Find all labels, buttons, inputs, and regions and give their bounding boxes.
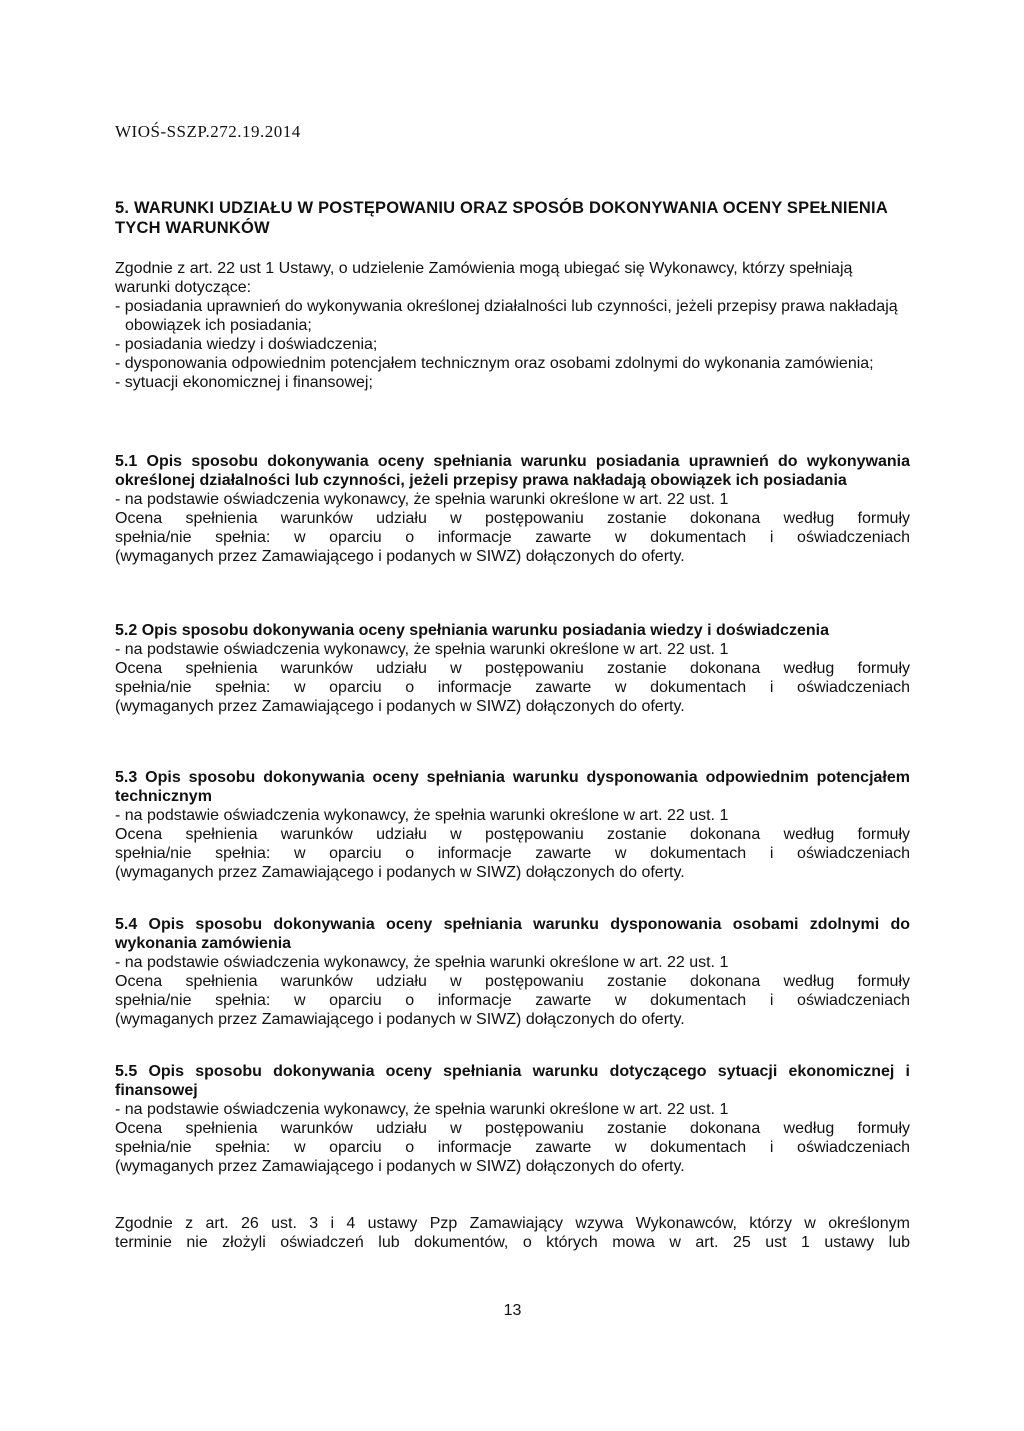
subsection-assessment: spełnia/nie spełnia: w oparciu o informacje zawarte w dokumentach i oświadczeniach [115,529,910,546]
subsection-assessment: (wymaganych przez Zamawiającego i podanych w SIWZ) dołączonych do oferty. [115,698,685,715]
subsection-basis: - na podstawie oświadczenia wykonawcy, że spełnia warunki określone w art. 22 ust. 1 [115,491,729,508]
subsection-assessment: spełnia/nie spełnia: w oparciu o informacje zawarte w dokumentach i oświadczeniach [115,1139,910,1156]
subsection-assessment: (wymaganych przez Zamawiającego i podanych w SIWZ) dołączonych do oferty. [115,548,685,565]
condition-item: - dysponowania odpowiednim potencjałem technicznym oraz osobami zdolnymi do wykonania zamówienia; [115,355,874,372]
subsection-assessment: Ocena spełnienia warunków udziału w postępowaniu zostanie dokonana według formuły [115,660,910,677]
subsection-assessment: (wymaganych przez Zamawiającego i podanych w SIWZ) dołączonych do oferty. [115,1011,685,1028]
closing-text: terminie nie złożyli oświadczeń lub dokumentów, o których mowa w art. 25 ust 1 ustawy lub [115,1234,910,1251]
intro-text: Zgodnie z art. 22 ust 1 Ustawy, o udzielenie Zamówienia mogą ubiegać się Wykonawcy, którzy spełniają warunki dotyczące: [115,260,853,296]
subsection-assessment: Ocena spełnienia warunków udziału w postępowaniu zostanie dokonana według formuły [115,973,910,990]
subsection-assessment: (wymaganych przez Zamawiającego i podanych w SIWZ) dołączonych do oferty. [115,864,685,881]
subsection-title: 5.5 Opis sposobu dokonywania oceny spełniania warunku dotyczącego sytuacji ekonomicznej i finansowej [115,1063,910,1099]
page-number: 13 [503,1302,522,1319]
subsection-title: 5.3 Opis sposobu dokonywania oceny spełniania warunku dysponowania odpowiednim potencjałem technicznym [115,769,910,805]
subsection-title: 5.2 Opis sposobu dokonywania oceny spełniania warunku posiadania wiedzy i doświadczenia [115,622,829,639]
subsection-assessment: spełnia/nie spełnia: w oparciu o informacje zawarte w dokumentach i oświadczeniach [115,845,910,862]
subsection-assessment: (wymaganych przez Zamawiającego i podanych w SIWZ) dołączonych do oferty. [115,1158,685,1175]
subsection-assessment: Ocena spełnienia warunków udziału w postępowaniu zostanie dokonana według formuły [115,826,910,843]
subsection-5-4 [115,915,910,1029]
subsection-basis: - na podstawie oświadczenia wykonawcy, że spełnia warunki określone w art. 22 ust. 1 [115,641,729,658]
condition-item: - posiadania uprawnień do wykonywania określonej działalności lub czynności, jeżeli przepisy prawa nakładają obowiązek ich posiadania; [115,298,898,334]
subsection-basis: - na podstawie oświadczenia wykonawcy, że spełnia warunki określone w art. 22 ust. 1 [115,807,729,824]
closing-paragraph [115,1214,910,1252]
subsection-basis: - na podstawie oświadczenia wykonawcy, że spełnia warunki określone w art. 22 ust. 1 [115,1101,729,1118]
subsection-assessment: spełnia/nie spełnia: w oparciu o informacje zawarte w dokumentach i oświadczeniach [115,679,910,696]
subsection-5-3 [115,768,910,882]
subsection-title: 5.4 Opis sposobu dokonywania oceny spełniania warunku dysponowania osobami zdolnymi do wykonania zamówienia [115,916,910,952]
document-reference: WIOŚ-SSZP.272.19.2014 [115,122,301,141]
closing-text: Zgodnie z art. 26 ust. 3 i 4 ustawy Pzp Zamawiający wzywa Wykonawców, którzy w określonym [115,1215,910,1232]
section-heading: 5. WARUNKI UDZIAŁU W POSTĘPOWANIU ORAZ SPOSÓB DOKONYWANIA OCENY SPEŁNIENIA TYCH WARUNKÓW [115,199,888,237]
condition-item: - posiadania wiedzy i doświadczenia; [115,336,378,353]
subsection-assessment: Ocena spełnienia warunków udziału w postępowaniu zostanie dokonana według formuły [115,1120,910,1137]
subsection-5-2 [115,621,910,716]
subsection-assessment: spełnia/nie spełnia: w oparciu o informacje zawarte w dokumentach i oświadczeniach [115,992,910,1009]
subsection-title: 5.1 Opis sposobu dokonywania oceny spełniania warunku posiadania uprawnień do wykonywania określonej działalności lub czynności, jeżeli przepisy prawa nakładają obowiązek ich posiadania [115,453,910,489]
document-page [115,0,910,1431]
section-intro [115,259,910,392]
subsection-5-5 [115,1062,910,1176]
subsection-assessment: Ocena spełnienia warunków udziału w postępowaniu zostanie dokonana według formuły [115,510,910,527]
condition-item: - sytuacji ekonomicznej i finansowej; [115,374,373,391]
subsection-basis: - na podstawie oświadczenia wykonawcy, że spełnia warunki określone w art. 22 ust. 1 [115,954,729,971]
subsection-5-1 [115,452,910,566]
